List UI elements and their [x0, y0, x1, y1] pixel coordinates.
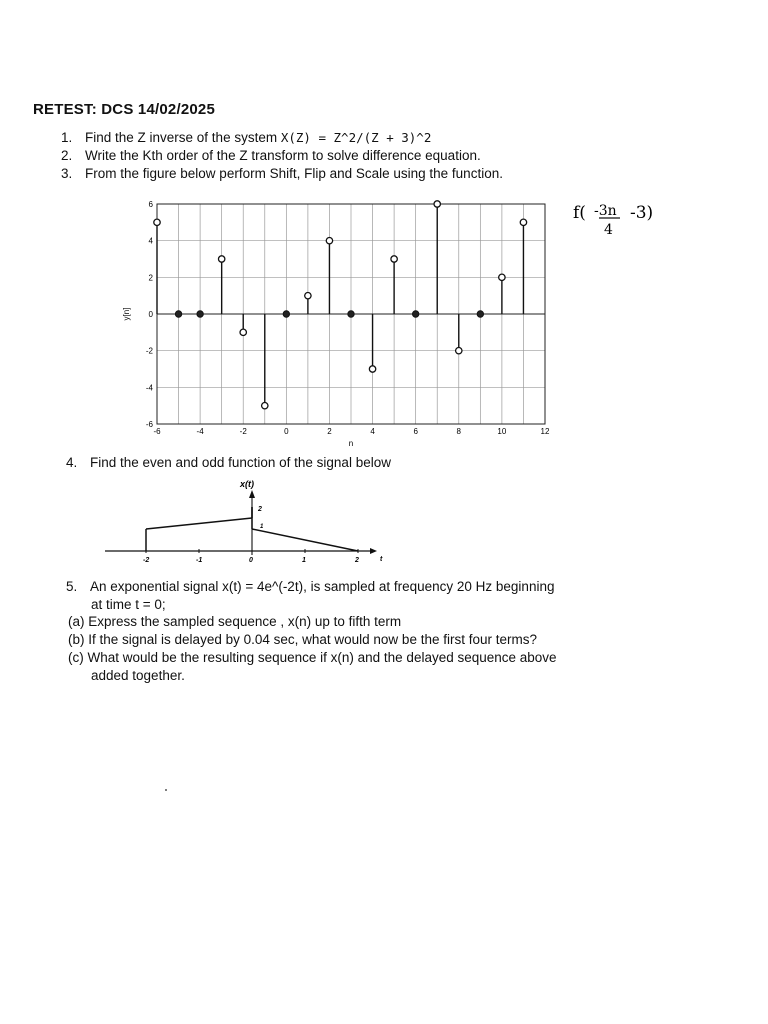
stem-plot-ylabel: y[n]	[122, 307, 131, 321]
question-5-part-a: (a) Express the sampled sequence , x(n) up to fifth term	[68, 614, 402, 629]
y-tick-label: 6	[148, 200, 153, 209]
stem-marker	[499, 274, 505, 280]
peak-label: 2	[258, 506, 262, 513]
stem-marker-zero	[477, 311, 483, 317]
question-5-number: 5.	[66, 579, 78, 594]
x-tick-label: 1	[302, 557, 306, 564]
signal-ylabel: x(t)	[240, 479, 254, 489]
x-tick-label: -6	[153, 427, 161, 436]
stem-marker	[326, 237, 332, 243]
stem-marker-zero	[175, 311, 181, 317]
handwritten-note-denominator: 4	[604, 222, 613, 238]
signal-segment	[146, 518, 252, 529]
y-tick-label: 0	[148, 310, 153, 319]
x-tick-label: -1	[196, 557, 203, 564]
stem-marker	[434, 201, 440, 207]
question-4-text: Find the even and odd function of the signal below	[90, 455, 391, 470]
handwritten-note-numerator: -3n	[594, 203, 617, 219]
x-tick-label: 10	[497, 427, 507, 436]
question-4	[66, 455, 391, 470]
question-1-formula: X(Z) = Z^2/(Z + 3)^2	[280, 130, 432, 145]
stem-marker-zero	[348, 311, 354, 317]
peak-label: 1	[260, 524, 264, 530]
question-5	[66, 579, 554, 594]
stem-marker	[154, 219, 160, 225]
stray-mark	[165, 789, 167, 791]
y-tick-label: -6	[145, 420, 153, 429]
stem-plot-ticks	[146, 200, 550, 436]
stem-marker	[262, 402, 268, 408]
y-tick-label: 2	[148, 273, 153, 283]
stem-marker-zero	[412, 311, 418, 317]
question-5-text: An exponential signal x(t) = 4e^(-2t), is sampled at frequency 20 Hz beginning	[90, 579, 555, 594]
x-tick-label: 2	[327, 427, 332, 436]
question-4-number: 4.	[66, 455, 78, 470]
question-5-part-c: (c) What would be the resulting sequence if x(n) and the delayed sequence above	[68, 650, 557, 665]
y-tick-label: -2	[145, 346, 153, 356]
stem-marker	[240, 329, 246, 335]
question-1	[61, 130, 431, 145]
x-tick-label: 0	[249, 557, 253, 564]
x-tick-label: 12	[540, 427, 550, 436]
stem-marker	[391, 256, 397, 262]
stem-marker-zero	[197, 311, 203, 317]
x-tick-label: -2	[143, 557, 150, 564]
question-3-number: 3.	[61, 166, 73, 181]
x-tick-label: 4	[370, 427, 375, 436]
signal-segment	[252, 529, 358, 551]
stem-plot	[115, 190, 555, 450]
x-tick-label: -4	[196, 427, 204, 436]
amplitude-axis-arrow-icon	[249, 490, 255, 498]
handwritten-note	[570, 198, 680, 248]
x-tick-label: -2	[239, 427, 247, 436]
signal-xlabel: t	[380, 556, 383, 563]
stem-marker	[456, 347, 462, 353]
question-5-continuation: at time t = 0;	[91, 597, 166, 612]
question-2	[61, 148, 481, 163]
x-tick-label: 2	[355, 557, 359, 564]
question-1-text: Find the Z inverse of the system	[85, 130, 281, 145]
handwritten-note-prefix: f(	[573, 203, 586, 223]
stem-marker	[520, 219, 526, 225]
time-axis-arrow-icon	[370, 548, 377, 554]
question-5-part-b: (b) If the signal is delayed by 0.04 sec, what would now be the first four terms?	[68, 632, 537, 647]
handwritten-note-suffix: -3)	[630, 203, 654, 223]
x-tick-label: 6	[413, 427, 418, 436]
question-2-number: 2.	[61, 148, 73, 163]
question-3-text: From the figure below perform Shift, Flip and Scale using the function.	[85, 166, 503, 181]
question-1-number: 1.	[61, 130, 73, 145]
stem-marker-zero	[283, 311, 289, 317]
signal-plot	[100, 474, 390, 574]
y-tick-label: -4	[145, 383, 153, 393]
stem-marker	[369, 366, 375, 372]
question-3	[61, 166, 503, 181]
question-2-text: Write the Kth order of the Z transform to solve difference equation.	[85, 148, 481, 163]
stem-marker	[218, 256, 224, 262]
y-tick-label: 4	[148, 236, 153, 246]
x-tick-label: 0	[284, 427, 289, 436]
x-tick-label: 8	[456, 427, 462, 436]
stem-plot-marks	[154, 201, 527, 409]
page-title: RETEST: DCS 14/02/2025	[33, 101, 215, 118]
question-5-part-c-continuation: added together.	[91, 668, 185, 683]
stem-plot-xlabel: n	[348, 439, 354, 448]
stem-marker	[305, 292, 311, 298]
